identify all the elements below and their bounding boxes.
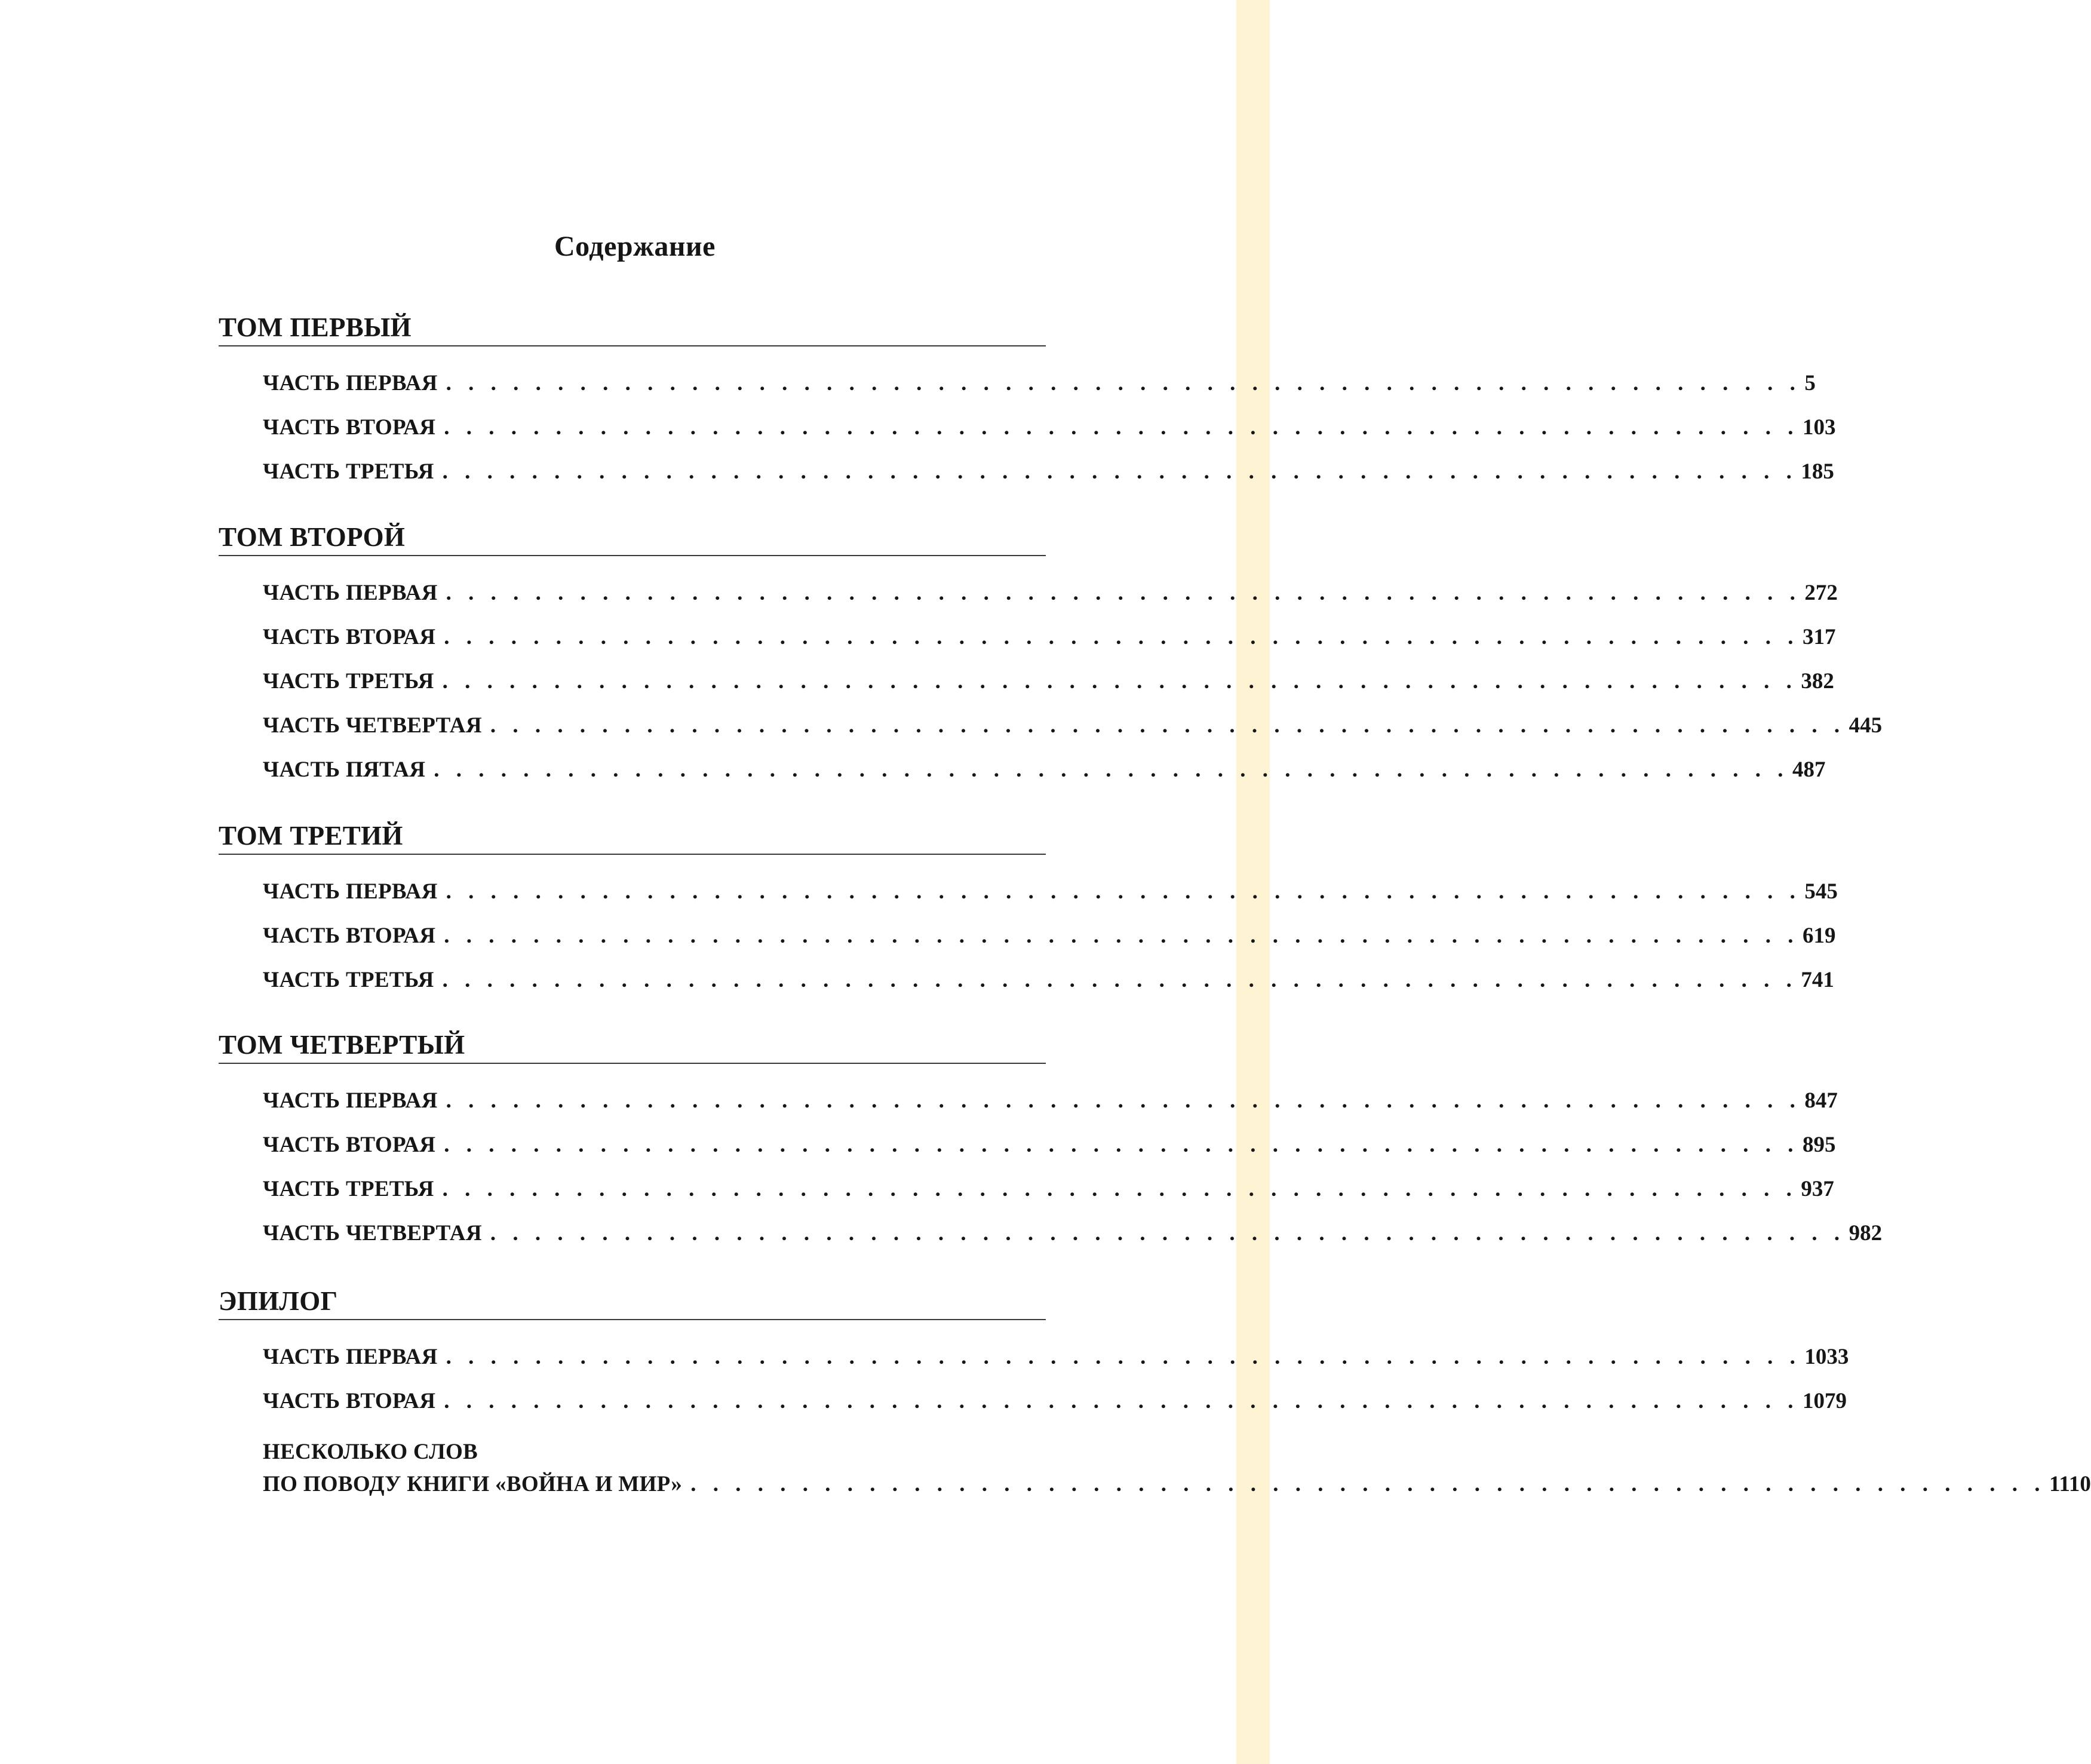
dot-leader: . . . . . . . . . . . . . . . . . . . . . . . . . . . . . . . . . . . . . . . . . . . . . . . . . . . . . . . . . . . . .	[446, 371, 1801, 395]
toc-entry-label: ЧАСТЬ ЧЕТВЕРТАЯ	[263, 713, 482, 738]
toc-entry[interactable]	[263, 667, 1834, 696]
dot-leader: . . . . . . . . . . . . . . . . . . . . . . . . . . . . . . . . . . . . . . . . . . . . . . . . . . . . . . . . . . . . .	[446, 879, 1801, 904]
toc-entry-label: ЧАСТЬ ТРЕТЬЯ	[263, 459, 434, 484]
dot-leader: . . . . . . . . . . . . . . . . . . . . . . . . . . . . . . . . . . . . . . . . . . . . . . . . . . . . . . . . . . . . .	[434, 757, 1789, 782]
volume-heading: ТОМ ПЕРВЫЙ	[219, 311, 1046, 346]
toc-entry-label: ЧАСТЬ ПЕРВАЯ	[263, 581, 438, 605]
toc-entry-label: ПО ПОВОДУ КНИГИ «ВОЙНА И МИР»	[263, 1472, 683, 1496]
volume-heading: ТОМ ВТОРОЙ	[219, 520, 1046, 556]
toc-entry-label: ЧАСТЬ ПЯТАЯ	[263, 757, 426, 782]
dot-leader: . . . . . . . . . . . . . . . . . . . . . . . . . . . . . . . . . . . . . . . . . . . . . . . . . . . . . . . . . . . . .	[442, 1177, 1798, 1201]
toc-entry[interactable]	[263, 756, 1826, 784]
toc-entry-page: 1079	[1802, 1389, 1847, 1413]
dot-leader: . . . . . . . . . . . . . . . . . . . . . . . . . . . . . . . . . . . . . . . . . . . . . . . . . . . . . . . . . . . . .	[444, 924, 1799, 948]
toc-entry[interactable]	[263, 1343, 1849, 1372]
toc-entry[interactable]	[263, 1470, 2091, 1499]
toc-entry[interactable]	[263, 623, 1836, 652]
dot-leader: . . . . . . . . . . . . . . . . . . . . . . . . . . . . . . . . . . . . . . . . . . . . . . . . . . . . . . . . . . . . .	[444, 1389, 1799, 1413]
dot-leader: . . . . . . . . . . . . . . . . . . . . . . . . . . . . . . . . . . . . . . . . . . . . . . . . . . . . . . . . . . . . .	[442, 968, 1798, 992]
toc-entry[interactable]	[263, 878, 1838, 906]
toc-entry[interactable]	[263, 413, 1836, 442]
toc-entry-label: НЕСКОЛЬКО СЛОВ	[263, 1440, 478, 1464]
dot-leader: . . . . . . . . . . . . . . . . . . . . . . . . . . . . . . . . . . . . . . . . . . . . . . . . . . . . . . . . . . . . .	[446, 1345, 1801, 1369]
toc-entry-label: ЧАСТЬ ТРЕТЬЯ	[263, 968, 434, 992]
toc-entry-page: 5	[1804, 371, 1816, 395]
toc-entry-label: ЧАСТЬ ПЕРВАЯ	[263, 1088, 438, 1113]
toc-entry-page: 1110	[2049, 1472, 2091, 1496]
dot-leader: . . . . . . . . . . . . . . . . . . . . . . . . . . . . . . . . . . . . . . . . . . . . . . . . . . . . . . . . . . . . .	[442, 459, 1798, 484]
toc-entry-page: 317	[1802, 625, 1836, 649]
toc-entry[interactable]	[263, 711, 1883, 740]
toc-entry-label: ЧАСТЬ ТРЕТЬЯ	[263, 669, 434, 694]
toc-entry-page: 619	[1802, 924, 1836, 948]
toc-entry[interactable]	[263, 1131, 1836, 1159]
toc-entry[interactable]	[263, 1219, 1883, 1248]
toc-entry[interactable]	[263, 369, 1816, 398]
toc-entry-label: ЧАСТЬ ПЕРВАЯ	[263, 1345, 438, 1369]
toc-entry-page: 185	[1801, 459, 1834, 484]
toc-entry-page: 103	[1802, 415, 1836, 440]
toc-entry-label: ЧАСТЬ ЧЕТВЕРТАЯ	[263, 1221, 482, 1245]
dot-leader: . . . . . . . . . . . . . . . . . . . . . . . . . . . . . . . . . . . . . . . . . . . . . . . . . . . . . . . . . . . . .	[444, 625, 1799, 649]
toc-entry[interactable]	[263, 579, 1838, 608]
toc-entry[interactable]	[263, 1387, 1847, 1416]
toc-entry[interactable]	[263, 1087, 1838, 1115]
toc-entry-label: ЧАСТЬ ВТОРАЯ	[263, 1389, 436, 1413]
toc-entry-page: 445	[1849, 713, 1883, 738]
volume-heading: ЭПИЛОГ	[219, 1284, 1046, 1320]
toc-entry-page: 741	[1801, 968, 1834, 992]
volume-heading: ТОМ ТРЕТИЙ	[219, 819, 1046, 855]
toc-entry-label: ЧАСТЬ ПЕРВАЯ	[263, 371, 438, 395]
dot-leader: . . . . . . . . . . . . . . . . . . . . . . . . . . . . . . . . . . . . . . . . . . . . . . . . . . . . . . . . . . . . .	[446, 1088, 1801, 1113]
toc-entry[interactable]	[263, 1175, 1834, 1204]
toc-entry-page: 937	[1801, 1177, 1834, 1201]
dot-leader: . . . . . . . . . . . . . . . . . . . . . . . . . . . . . . . . . . . . . . . . . . . . . . . . . . . . . . . . . . . . .	[490, 1221, 1846, 1245]
toc-entry-page: 1033	[1804, 1345, 1849, 1369]
toc-entry-page: 272	[1804, 581, 1838, 605]
dot-leader: . . . . . . . . . . . . . . . . . . . . . . . . . . . . . . . . . . . . . . . . . . . . . . . . . . . . . . . . . . . . .	[444, 1133, 1799, 1157]
dot-leader: . . . . . . . . . . . . . . . . . . . . . . . . . . . . . . . . . . . . . . . . . . . . . . . . . . . . . . . . . . . . .	[690, 1472, 2046, 1496]
volume-heading: ТОМ ЧЕТВЕРТЫЙ	[219, 1028, 1046, 1064]
dot-leader: . . . . . . . . . . . . . . . . . . . . . . . . . . . . . . . . . . . . . . . . . . . . . . . . . . . . . . . . . . . . .	[446, 581, 1801, 605]
toc-entry-label: ЧАСТЬ ВТОРАЯ	[263, 924, 436, 948]
toc-entry-page: 487	[1792, 757, 1826, 782]
toc-entry[interactable]	[263, 922, 1836, 950]
toc-entry-page: 895	[1802, 1133, 1836, 1157]
toc-entry-label: ЧАСТЬ ВТОРАЯ	[263, 415, 436, 440]
toc-entry-label: ЧАСТЬ ТРЕТЬЯ	[263, 1177, 434, 1201]
toc-entry[interactable]	[263, 966, 1834, 995]
toc-entry-label: ЧАСТЬ ВТОРАЯ	[263, 625, 436, 649]
toc-entry-page: 847	[1804, 1088, 1838, 1113]
dot-leader: . . . . . . . . . . . . . . . . . . . . . . . . . . . . . . . . . . . . . . . . . . . . . . . . . . . . . . . . . . . . .	[444, 415, 1799, 440]
toc-entry-page: 382	[1801, 669, 1834, 694]
toc-entry-label: ЧАСТЬ ВТОРАЯ	[263, 1133, 436, 1157]
toc-entry-page: 982	[1849, 1221, 1883, 1245]
toc-entry-page: 545	[1804, 879, 1838, 904]
toc-entry[interactable]	[263, 458, 1834, 486]
page-title: Содержание	[554, 231, 716, 262]
dot-leader: . . . . . . . . . . . . . . . . . . . . . . . . . . . . . . . . . . . . . . . . . . . . . . . . . . . . . . . . . . . . .	[490, 713, 1846, 738]
dot-leader: . . . . . . . . . . . . . . . . . . . . . . . . . . . . . . . . . . . . . . . . . . . . . . . . . . . . . . . . . . . . .	[442, 669, 1798, 694]
toc-entry-label: ЧАСТЬ ПЕРВАЯ	[263, 879, 438, 904]
